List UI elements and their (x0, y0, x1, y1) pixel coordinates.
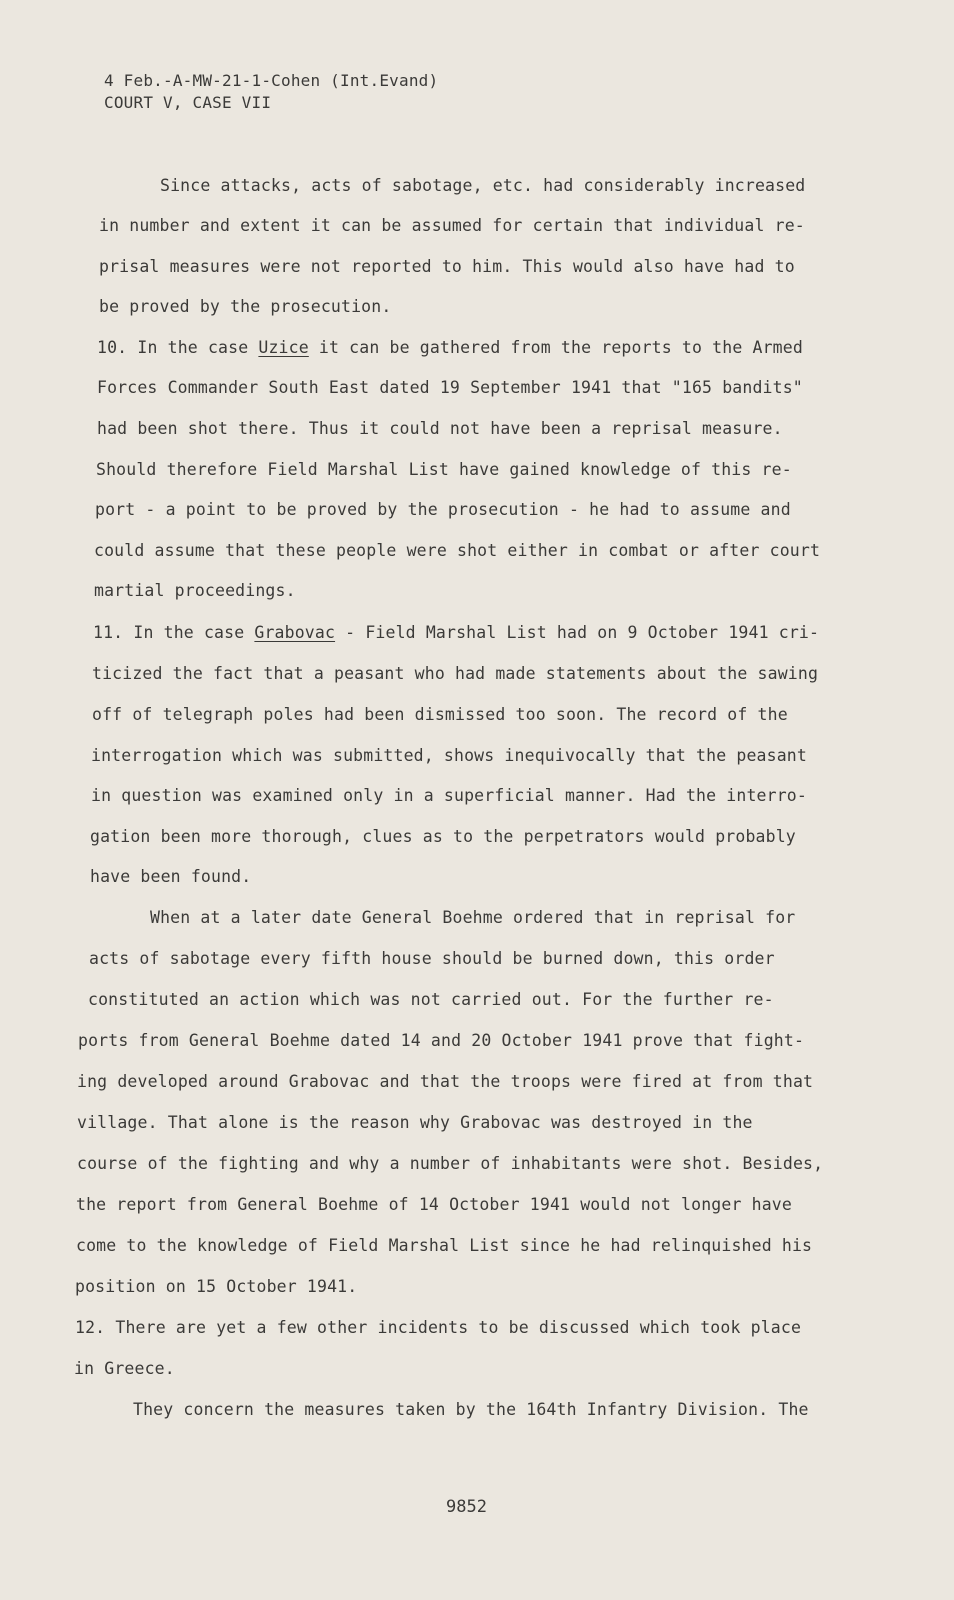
text-line: in question was examined only in a superficial manner. Had the interro- (91, 786, 807, 805)
text-line: gation been more thorough, clues as to the perpetrators would probably (90, 827, 796, 846)
paragraph-number: 11. (93, 623, 124, 642)
text-line: had been shot there. Thus it could not have been a reprisal measure. (97, 419, 783, 438)
text-line: When at a later date General Boehme ordered that in reprisal for (150, 908, 796, 927)
text-segment: There are yet a few other incidents to be discussed which took place (115, 1318, 802, 1337)
text-line: come to the knowledge of Field Marshal List since he had relinquished his (76, 1236, 813, 1255)
underlined-place-name: Grabovac (254, 623, 336, 642)
text-line: Forces Commander South East dated 19 September 1941 that "165 bandits" (97, 378, 803, 397)
text-line: Since attacks, acts of sabotage, etc. had considerably increased (160, 176, 806, 195)
reference-line: 4 Feb.-A-MW-21-1-Cohen (Int.Evand) (104, 71, 439, 90)
document-header (104, 70, 438, 114)
paragraph-10-line (97, 338, 803, 357)
text-segment: - Field Marshal List had on 9 October 1941 cri- (345, 623, 820, 642)
text-line: in Greece. (74, 1359, 175, 1378)
text-line: position on 15 October 1941. (75, 1277, 358, 1296)
text-line: port - a point to be proved by the prosecution - he had to assume and (95, 500, 791, 519)
text-line: be proved by the prosecution. (99, 297, 392, 316)
court-case-line: COURT V, CASE VII (104, 93, 272, 112)
text-line: course of the fighting and why a number of inhabitants were shot. Besides, (77, 1154, 824, 1173)
paragraph-number: 12. (75, 1318, 106, 1337)
text-line: ticized the fact that a peasant who had made statements about the sawing (92, 664, 819, 683)
text-segment: In the case (137, 338, 249, 357)
text-line: ports from General Boehme dated 14 and 20 October 1941 prove that fight- (78, 1031, 805, 1050)
text-line: constituted an action which was not carried out. For the further re- (88, 990, 774, 1009)
text-line: martial proceedings. (94, 581, 296, 600)
text-line: They concern the measures taken by the 164th Infantry Division. The (133, 1400, 809, 1419)
paragraph-number: 10. (97, 338, 128, 357)
text-line: the report from General Boehme of 14 October 1941 would not longer have (76, 1195, 792, 1214)
paragraph-12-line (75, 1318, 801, 1337)
text-segment: it can be gathered from the reports to the Armed (318, 338, 803, 357)
text-line: off of telegraph poles had been dismissed too soon. The record of the (92, 705, 788, 724)
text-line: could assume that these people were shot either in combat or after court (94, 541, 821, 560)
text-line: acts of sabotage every fifth house should be burned down, this order (89, 949, 775, 968)
underlined-place-name: Uzice (258, 338, 309, 357)
text-line: interrogation which was submitted, shows inequivocally that the peasant (91, 746, 807, 765)
text-line: ing developed around Grabovac and that the troops were fired at from that (77, 1072, 814, 1091)
text-line: Should therefore Field Marshal List have gained knowledge of this re- (96, 460, 792, 479)
text-line: village. That alone is the reason why Grabovac was destroyed in the (77, 1113, 753, 1132)
text-line: prisal measures were not reported to him. This would also have had to (99, 257, 795, 276)
text-segment: In the case (133, 623, 245, 642)
text-line: in number and extent it can be assumed for certain that individual re- (99, 216, 805, 235)
page-number: 9852 (446, 1497, 487, 1517)
paragraph-11-line (93, 623, 819, 642)
text-line: have been found. (90, 867, 252, 886)
